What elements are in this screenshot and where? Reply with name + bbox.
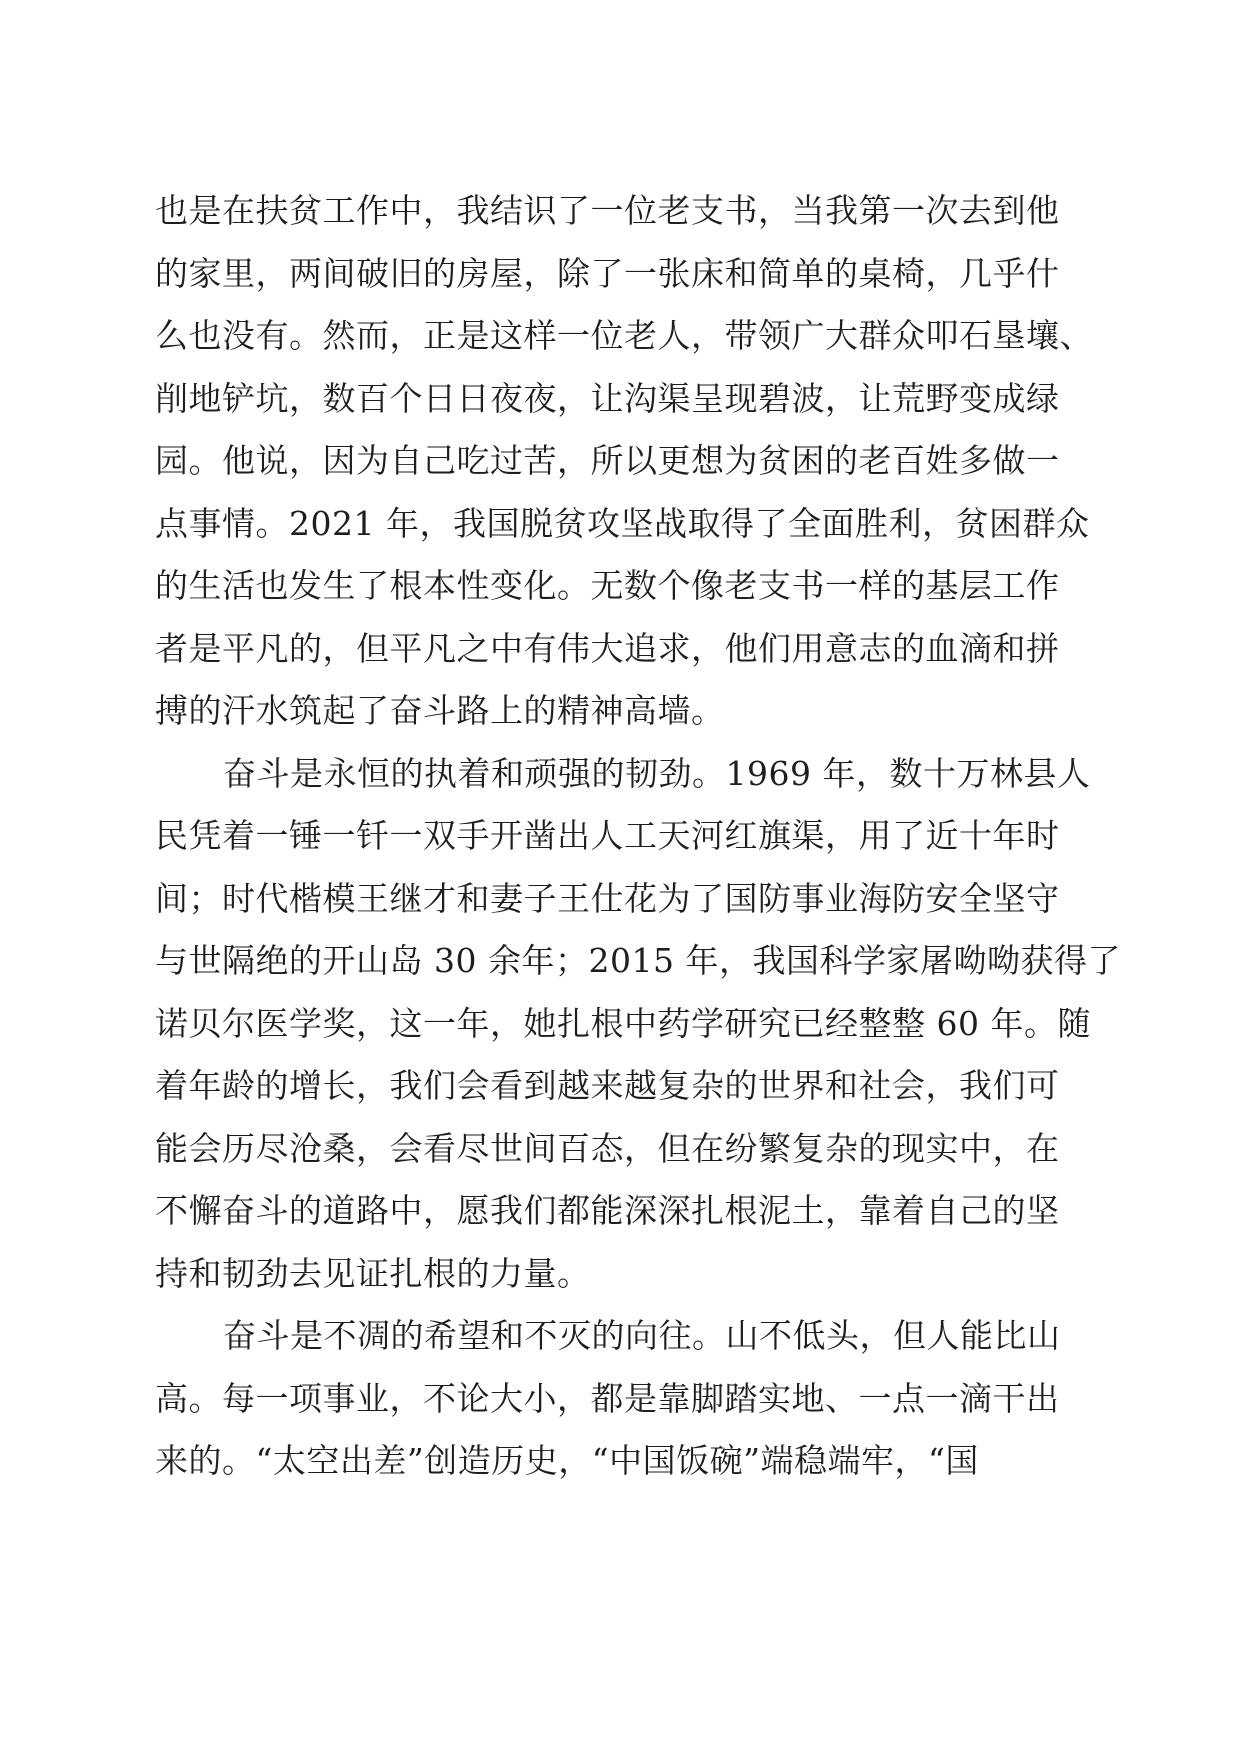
paragraph-3-line-3: 来的。“太空出差”创造历史，“中国饭碗”端稳端牢，“国 (155, 1441, 979, 1480)
paragraph-3-line-1: 奋斗是不凋的希望和不灭的向往。山不低头，但人能比山 (223, 1316, 1061, 1355)
body-text (155, 180, 1121, 1493)
paragraph-1-line-3: 么也没有。然而，正是这样一位老人，带领广大群众叩石垦壤、 (155, 316, 1093, 355)
paragraph-3-line-2: 高。每一项事业，不论大小，都是靠脚踏实地、一点一滴干出 (155, 1378, 1060, 1418)
paragraph-2-line-3: 间；时代楷模王继才和妻子王仕花为了国防事业海防安全坚守 (155, 878, 1060, 918)
paragraph-1-line-7: 的生活也发生了根本性变化。无数个像老支书一样的基层工作 (155, 566, 1060, 605)
paragraph-1-line-1: 也是在扶贫工作中，我结识了一位老支书，当我第一次去到他 (155, 191, 1060, 230)
paragraph-2-line-6: 着年龄的增长，我们会看到越来越复杂的世界和社会，我们可 (155, 1066, 1060, 1105)
paragraph-2-line-2: 民凭着一锤一钎一双手开凿出人工天河红旗渠，用了近十年时 (155, 816, 1060, 855)
paragraph-1-line-2: 的家里，两间破旧的房屋，除了一张床和简单的桌椅，几乎什 (155, 253, 1060, 293)
paragraph-1-line-9: 搏的汗水筑起了奋斗路上的精神高墙。 (155, 691, 725, 730)
paragraph-2-line-8: 不懈奋斗的道路中，愿我们都能深深扎根泥土，靠着自己的坚 (155, 1191, 1060, 1230)
paragraph-1-line-6: 点事情。2021 年，我国脱贫攻坚战取得了全面胜利，贫困群众 (155, 503, 1090, 543)
paragraph-1-line-8: 者是平凡的，但平凡之中有伟大追求，他们用意志的血滴和拼 (155, 628, 1060, 668)
paragraph-1-line-5: 园。他说，因为自己吃过苦，所以更想为贫困的老百姓多做一 (155, 441, 1060, 480)
paragraph-2-line-4: 与世隔绝的开山岛 30 余年；2015 年，我国科学家屠呦呦获得了 (155, 941, 1121, 980)
paragraph-2-line-1: 奋斗是永恒的执着和顽强的韧劲。1969 年，数十万林县人 (223, 753, 1091, 793)
paragraph-2-line-9: 持和韧劲去见证扎根的力量。 (155, 1253, 591, 1293)
paragraph-2-line-5: 诺贝尔医学奖，这一年，她扎根中药学研究已经整整 60 年。随 (155, 1003, 1091, 1043)
paragraph-2-line-7: 能会历尽沧桑，会看尽世间百态，但在纷繁复杂的现实中，在 (155, 1128, 1060, 1168)
paragraph-1-line-4: 削地铲坑，数百个日日夜夜，让沟渠呈现碧波，让荒野变成绿 (155, 378, 1060, 418)
